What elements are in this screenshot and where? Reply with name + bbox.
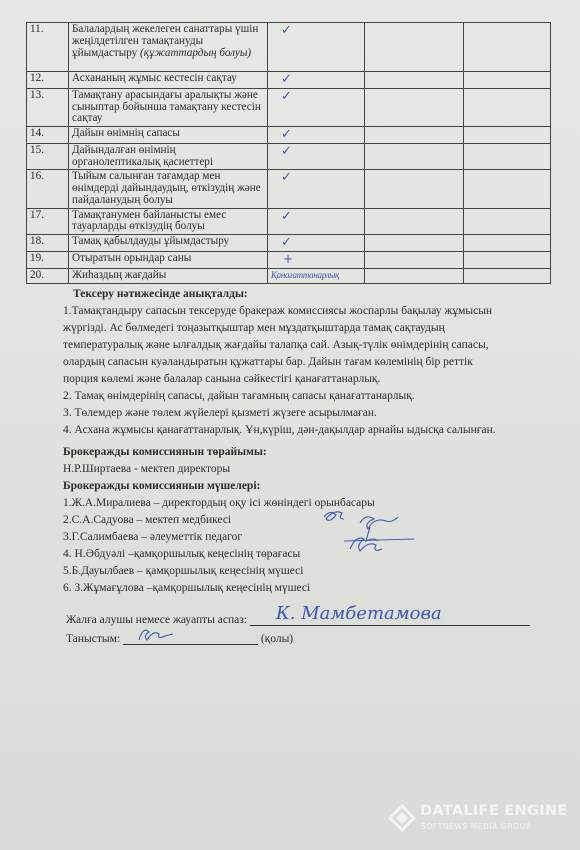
row-description-text: Асхананың жұмыс кестесін сақтау — [72, 72, 237, 84]
row-number: 15. — [27, 143, 69, 170]
watermark-brand: DATALIFE ENGINE — [420, 803, 568, 819]
chair-name: Н.Р.Ширтаева - мектеп директоры — [63, 463, 231, 475]
check-mark-icon: ✓ — [281, 170, 292, 186]
row-number: 20. — [27, 268, 69, 283]
table-row — [27, 143, 551, 170]
empty-cell — [365, 72, 464, 89]
row-description-text: Тамақ қабылдауды ұйымдастыру — [72, 235, 230, 247]
row-check-cell — [268, 88, 365, 126]
row-check-cell — [268, 208, 365, 235]
check-mark-icon: ✓ — [281, 88, 292, 104]
row-description — [69, 23, 268, 72]
handwritten-note: Қанағаттанарлық — [271, 269, 339, 280]
findings-line: жүргізді. Ас бөлмедегі тоңазытқыштар мен мұздатқыштарда тамақ сақтаудың — [63, 322, 445, 334]
row-check-cell — [268, 127, 365, 144]
empty-cell — [464, 170, 551, 208]
row-description-text: Дайын өнімнің сапасы — [72, 127, 180, 139]
empty-cell — [464, 251, 551, 268]
empty-cell — [464, 72, 551, 89]
acquainted-signature-field — [123, 632, 258, 645]
row-number: 14. — [27, 127, 69, 144]
member-line: 4. Н.Әбдуәлі –қамқоршылық кеңесінің төрағасы — [63, 548, 301, 560]
check-mark-icon: ✓ — [281, 235, 292, 250]
table-row — [27, 23, 551, 72]
findings-line: порция көлемі және балалар санына сәйкестігі қанағаттанарлық. — [63, 373, 381, 385]
row-number: 13. — [27, 88, 69, 126]
empty-cell — [464, 23, 551, 72]
row-description-text: Тамақтану арасындағы аралықты және сыныптар бойынша тамақтану кестесін сақтау — [72, 88, 261, 125]
commission-section — [63, 444, 543, 597]
acquainted-line — [66, 632, 293, 645]
responsible-label: Жалға алушы немесе жауапты аспаз: — [66, 614, 247, 626]
row-description — [69, 235, 268, 252]
row-number: 12. — [27, 72, 69, 89]
row-description — [69, 170, 268, 208]
row-check-cell — [268, 170, 365, 208]
members-heading: Брокеражды комиссиянын мүшелері: — [63, 480, 261, 492]
row-note: (құжаттардың болуы) — [140, 46, 252, 59]
row-check-cell — [268, 235, 365, 252]
findings-line: 1.Тамақтандыру сапасын тексеруде бракераж комиссиясы жоспарлы бақылау жұмысын — [63, 305, 493, 317]
datalife-logo-icon — [388, 804, 416, 832]
row-check-cell — [268, 143, 365, 170]
findings-line: 4. Асхана жұмысы қанағаттанарлық. Ұн,күріш, дән-дақылдар арнайы ыдысқа салынған. — [63, 424, 496, 436]
member-line: 3.Г.Салимбаева – әлеуметтік педагог — [63, 531, 243, 543]
signature-suffix: (қолы) — [260, 633, 294, 645]
inspection-table — [26, 22, 551, 284]
member-line: 5.Б.Дауылбаев – қамқоршылық кеңесінің мүшесі — [63, 565, 304, 577]
findings-section — [63, 286, 543, 439]
row-number: 16. — [27, 170, 69, 208]
acquainted-signature — [135, 624, 175, 646]
row-number: 11. — [27, 23, 69, 72]
member-line: 1.Ж.А.Миралиева – директордың оқу ісі жөніндегі орынбасары — [63, 497, 375, 509]
table-row — [27, 88, 551, 126]
empty-cell — [365, 23, 464, 72]
watermark-sub: SOFTNEWS MEDIA GROUP — [421, 822, 531, 831]
row-description-text: Дайындалған өнімнің органолептикалық қасиеттері — [72, 143, 214, 168]
empty-cell — [365, 208, 464, 235]
empty-cell — [464, 235, 551, 252]
row-description — [69, 127, 268, 144]
row-description-text: Тамақтанумен байланысты емес тауарларды өткізудің болуы — [72, 208, 227, 233]
responsible-field — [250, 603, 530, 626]
check-mark-icon: ✓ — [281, 127, 292, 142]
row-description-text: Жиһаздың жағдайы — [72, 268, 167, 281]
empty-cell — [464, 143, 551, 170]
check-mark-icon: ✓ — [281, 72, 292, 87]
row-description — [69, 72, 268, 89]
row-description-text: Балалардың жекелеген санаттары үшін жеңілдетілген тамақтануды ұйымдастыру — [72, 23, 259, 59]
plus-mark: + — [283, 251, 294, 266]
empty-cell — [464, 127, 551, 144]
responsible-name: К. Мамбетамова — [275, 603, 442, 624]
empty-cell — [365, 235, 464, 252]
findings-line: температуралық және ылғалдық жағдайы талапқа сай. Азық-түлік өнімдерінің сапасы, — [63, 339, 489, 351]
chair-heading: Брокеражды комиссиянын төрайымы: — [63, 446, 267, 458]
member-line: 6. З.Жұмағұлова –қамқоршылық кеңесінің мүшесі — [63, 582, 311, 594]
row-check-cell — [268, 23, 365, 72]
table-row — [27, 72, 551, 89]
row-description — [69, 268, 268, 283]
table-row — [27, 170, 551, 208]
empty-cell — [464, 268, 551, 283]
empty-cell — [365, 143, 464, 170]
table-row — [27, 268, 551, 283]
check-mark-icon: ✓ — [281, 23, 292, 38]
member-signatures — [310, 505, 420, 565]
empty-cell — [464, 208, 551, 235]
empty-cell — [464, 88, 551, 126]
findings-line: 3. Төлемдер және төлем жүйелері қызметі жүзеге асырылмаған. — [63, 407, 377, 419]
row-description — [69, 251, 268, 268]
row-number: 17. — [27, 208, 69, 235]
row-check-cell — [268, 268, 365, 283]
empty-cell — [365, 170, 464, 208]
empty-cell — [365, 251, 464, 268]
row-number: 18. — [27, 235, 69, 252]
member-line: 2.С.А.Садуова – мектеп медбикесі — [63, 514, 232, 526]
row-check-cell — [268, 251, 365, 268]
findings-line: 2. Тамақ өнімдерінің сапасы, дайын тағамның сапасы қанағаттанарлық. — [63, 390, 415, 402]
table-row — [27, 251, 551, 268]
row-number: 19. — [27, 251, 69, 268]
table-row — [27, 127, 551, 144]
check-mark-icon: ✓ — [281, 143, 292, 159]
acquainted-label: Таныстым: — [66, 633, 121, 645]
findings-heading: Тексеру нәтижесінде анықталды: — [73, 288, 248, 300]
datalife-watermark — [388, 800, 568, 838]
table-row — [27, 235, 551, 252]
empty-cell — [365, 127, 464, 144]
row-description — [69, 143, 268, 170]
row-description-text: Тыйым салынған тағамдар мен өнімдерді дайындаудың, өткізудің және пайдаланудың болуы — [72, 170, 261, 206]
check-mark-icon: ✓ — [281, 208, 292, 224]
empty-cell — [365, 268, 464, 283]
row-check-cell — [268, 72, 365, 89]
findings-line: олардың сапасын куәландыратын құжаттары бар. Дайын тағам көлемінің бір реттік — [63, 356, 473, 368]
row-description — [69, 208, 268, 235]
row-description — [69, 88, 268, 126]
row-description-text: Отыратын орындар саны — [72, 251, 192, 264]
empty-cell — [365, 88, 464, 126]
table-row — [27, 208, 551, 235]
